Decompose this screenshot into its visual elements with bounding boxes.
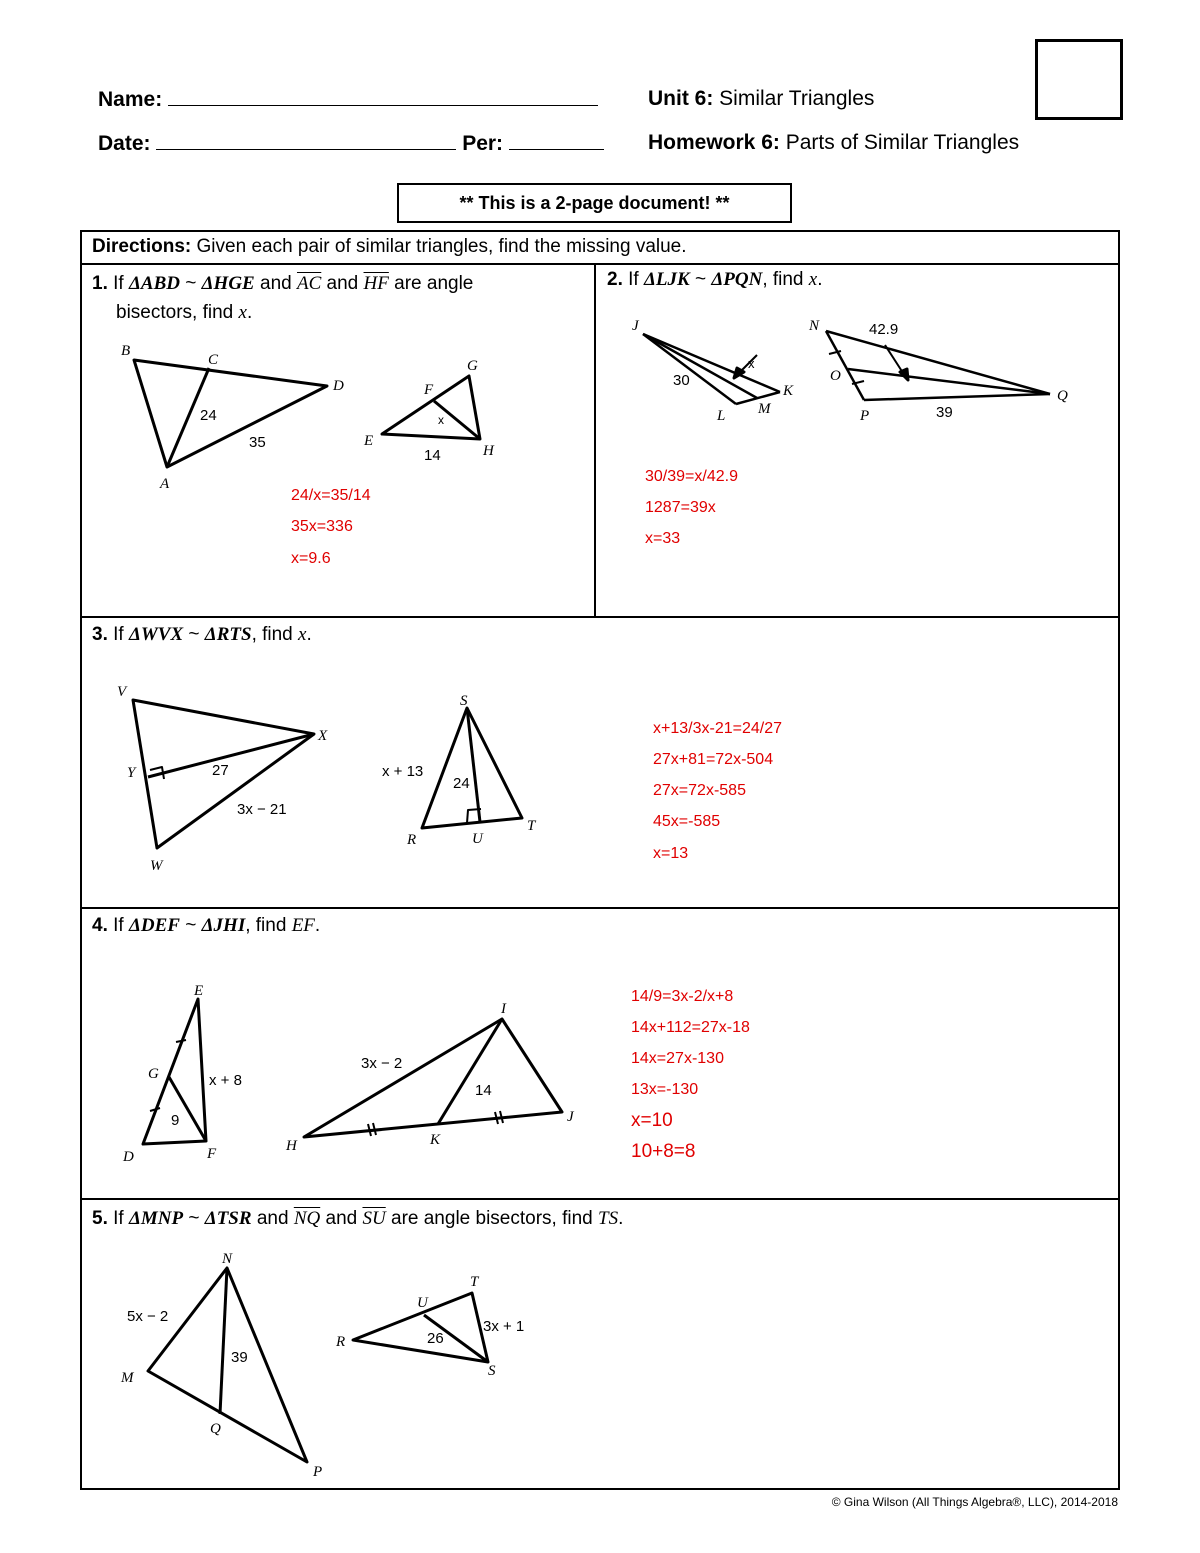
- length-label: 30: [673, 372, 690, 389]
- vertex-label: O: [830, 368, 841, 384]
- segment-name: TS: [598, 1208, 619, 1229]
- vertex-label: G: [467, 358, 478, 374]
- side-jk: [643, 334, 780, 392]
- text: and: [251, 1208, 294, 1229]
- length-label: 39: [231, 1349, 248, 1366]
- median-ik: [438, 1019, 502, 1124]
- triangle-abd: [134, 360, 327, 467]
- median-fg: [169, 1077, 206, 1141]
- vertex-label: P: [313, 1464, 323, 1480]
- triangle-name: ΔRTS: [204, 624, 252, 645]
- answer-line: 27x+81=72x-504: [653, 751, 774, 768]
- copyright-notice: © Gina Wilson (All Things Algebra®, LLC), 2014-2018: [831, 1495, 1118, 1509]
- length-label: 14: [424, 447, 441, 464]
- text: ~: [183, 1208, 205, 1229]
- text: ~: [689, 269, 712, 290]
- vertex-label: A: [160, 476, 170, 492]
- length-label: 5x − 2: [127, 1308, 169, 1325]
- length-label: 39: [936, 404, 953, 421]
- segment-jm: [643, 334, 757, 398]
- text: If: [113, 624, 129, 645]
- side-pq: [864, 394, 1050, 400]
- length-label: 9: [171, 1112, 180, 1129]
- answer-line: 30/39=x/42.9: [645, 468, 738, 485]
- length-label: 14: [475, 1082, 492, 1099]
- segment-name: $\overline{NQ}$: [293, 1208, 321, 1229]
- bisector-nq: [220, 1268, 227, 1414]
- vertex-label: D: [333, 378, 344, 394]
- vertex-label: R: [336, 1334, 346, 1350]
- vertex-label: D: [123, 1149, 134, 1165]
- text: If: [113, 915, 129, 936]
- vertex-label: H: [286, 1138, 297, 1154]
- answer-line: 14/9=3x-2/x+8: [631, 988, 734, 1005]
- text: , find: [245, 915, 292, 936]
- triangle-name: ΔHGE: [201, 273, 255, 294]
- length-label: x + 13: [382, 763, 424, 780]
- problem-number: 4.: [92, 915, 108, 936]
- text: and: [321, 273, 364, 294]
- arrow-head: [900, 369, 908, 380]
- text: .: [306, 624, 312, 645]
- vertex-label: G: [148, 1066, 159, 1082]
- triangle-name: ΔDEF: [128, 915, 180, 936]
- vertex-label: F: [207, 1146, 217, 1162]
- triangle-name: ΔPQN: [711, 269, 763, 290]
- vertex-label: N: [222, 1251, 233, 1267]
- text: ~: [179, 915, 202, 936]
- triangle-name: ΔTSR: [204, 1208, 252, 1229]
- length-label: 27: [212, 762, 229, 779]
- length-label: 24: [453, 775, 470, 792]
- vertex-label: F: [424, 382, 434, 398]
- variable: x: [298, 624, 307, 645]
- vertex-label: Q: [1057, 388, 1068, 404]
- answer-line: x=9.6: [291, 550, 331, 567]
- text: , find: [762, 269, 809, 290]
- unit-name: Similar Triangles: [719, 87, 875, 110]
- unit-label: Unit 6:: [648, 87, 714, 110]
- answer-line: 14x=27x-130: [631, 1050, 724, 1067]
- vertex-label: M: [121, 1370, 134, 1386]
- vertex-label: P: [860, 408, 870, 424]
- homework-label: Homework 6:: [648, 131, 780, 154]
- vertex-label: T: [527, 818, 536, 834]
- altitude-su: [467, 708, 480, 822]
- altitude-xy: [148, 734, 314, 777]
- length-label: 35: [249, 434, 266, 451]
- variable: x: [808, 269, 818, 290]
- name-label: Name:: [98, 88, 163, 111]
- triangle-mnp: [148, 1268, 307, 1462]
- answer-line: 13x=-130: [631, 1081, 699, 1098]
- problem-number: 5.: [92, 1208, 108, 1229]
- two-page-notice: ** This is a 2-page document! **: [397, 183, 792, 223]
- triangle-name: ΔWVX: [128, 624, 184, 645]
- vertex-label: S: [460, 693, 468, 709]
- triangle-name: ΔLJK: [643, 269, 690, 290]
- vertex-label: R: [407, 832, 417, 848]
- text: bisectors, find: [116, 302, 239, 323]
- vertex-label: N: [809, 318, 820, 334]
- answer-line: x+13/3x-21=24/27: [653, 720, 782, 737]
- text: are angle bisectors, find: [385, 1208, 599, 1229]
- vertex-label: L: [717, 408, 726, 424]
- problem-number: 3.: [92, 624, 108, 645]
- length-label: 42.9: [869, 321, 899, 338]
- vertex-label: S: [488, 1363, 496, 1379]
- vertex-label: X: [318, 728, 328, 744]
- length-label: 26: [427, 1330, 444, 1347]
- vertex-label: E: [194, 983, 204, 999]
- answer-line: 35x=336: [291, 518, 353, 535]
- text: and: [320, 1208, 363, 1229]
- length-label: 24: [200, 407, 217, 424]
- answer-line: 27x=72x-585: [653, 782, 746, 799]
- vertex-label: Q: [210, 1421, 221, 1437]
- length-label: 3x − 21: [237, 801, 287, 818]
- vertex-label: B: [121, 343, 131, 359]
- answer-line: x=33: [645, 530, 681, 547]
- vertex-label: V: [117, 684, 127, 700]
- problem-number: 2.: [607, 269, 623, 290]
- variable: x: [238, 302, 247, 323]
- text: .: [314, 915, 321, 936]
- text: If: [113, 273, 129, 294]
- text: .: [817, 269, 823, 290]
- segment-name: $\overline{AC}$: [296, 273, 322, 294]
- answer-line: 45x=-585: [653, 813, 721, 830]
- problem-number: 1.: [92, 273, 108, 294]
- vertex-label: M: [758, 401, 771, 417]
- answer-line: 1287=39x: [645, 499, 716, 516]
- triangle-name: ΔABD: [128, 273, 180, 294]
- text: ~: [183, 624, 205, 645]
- side-jl: [643, 334, 736, 404]
- directions-label: Directions:: [92, 236, 192, 257]
- length-label: x + 8: [209, 1072, 242, 1089]
- vertex-label: T: [470, 1274, 479, 1290]
- text: .: [618, 1208, 624, 1229]
- text: are angle: [388, 273, 474, 294]
- vertex-label: H: [483, 443, 494, 459]
- vertex-label: E: [364, 433, 374, 449]
- vertex-label: K: [430, 1132, 441, 1148]
- segment-name: $\overline{HF}$: [363, 273, 389, 294]
- text: , find: [251, 624, 299, 645]
- vertex-label: Y: [127, 765, 136, 781]
- segment-oq: [848, 369, 1050, 394]
- answer-line: 10+8=8: [631, 1141, 696, 1162]
- length-label: x: [748, 356, 755, 371]
- length-label: 3x + 1: [483, 1318, 525, 1335]
- directions-text: Given each pair of similar triangles, find the missing value.: [196, 236, 687, 257]
- per-label: Per:: [462, 132, 504, 155]
- answer-line: 14x+112=27x-18: [631, 1019, 750, 1036]
- answer-line: x=13: [653, 845, 689, 862]
- length-label: x: [438, 413, 444, 427]
- vertex-label: C: [208, 352, 219, 368]
- text: and: [254, 273, 297, 294]
- text: If: [628, 269, 644, 290]
- triangle-name: ΔJHI: [201, 915, 246, 936]
- vertex-label: U: [472, 831, 483, 847]
- answer-line: 24/x=35/14: [291, 487, 371, 504]
- side-nq: [826, 331, 1050, 394]
- vertex-label: U: [417, 1295, 428, 1311]
- length-label: 3x − 2: [361, 1055, 403, 1072]
- vertex-label: J: [567, 1109, 574, 1125]
- segment-name: EF: [291, 915, 315, 936]
- vertex-label: J: [632, 318, 639, 334]
- triangle-jhi: [304, 1019, 562, 1137]
- text: If: [113, 1208, 129, 1229]
- text: .: [246, 302, 253, 323]
- vertex-label: I: [501, 1001, 506, 1017]
- vertex-label: K: [783, 383, 794, 399]
- triangle-name: ΔMNP: [128, 1208, 184, 1229]
- segment-name: $\overline{SU}$: [362, 1208, 386, 1229]
- date-label: Date:: [98, 132, 151, 155]
- vertex-label: W: [150, 858, 163, 874]
- tick-mark: [176, 1040, 186, 1042]
- answer-line: x=10: [631, 1110, 673, 1131]
- homework-name: Parts of Similar Triangles: [785, 131, 1020, 154]
- text: ~: [179, 273, 202, 294]
